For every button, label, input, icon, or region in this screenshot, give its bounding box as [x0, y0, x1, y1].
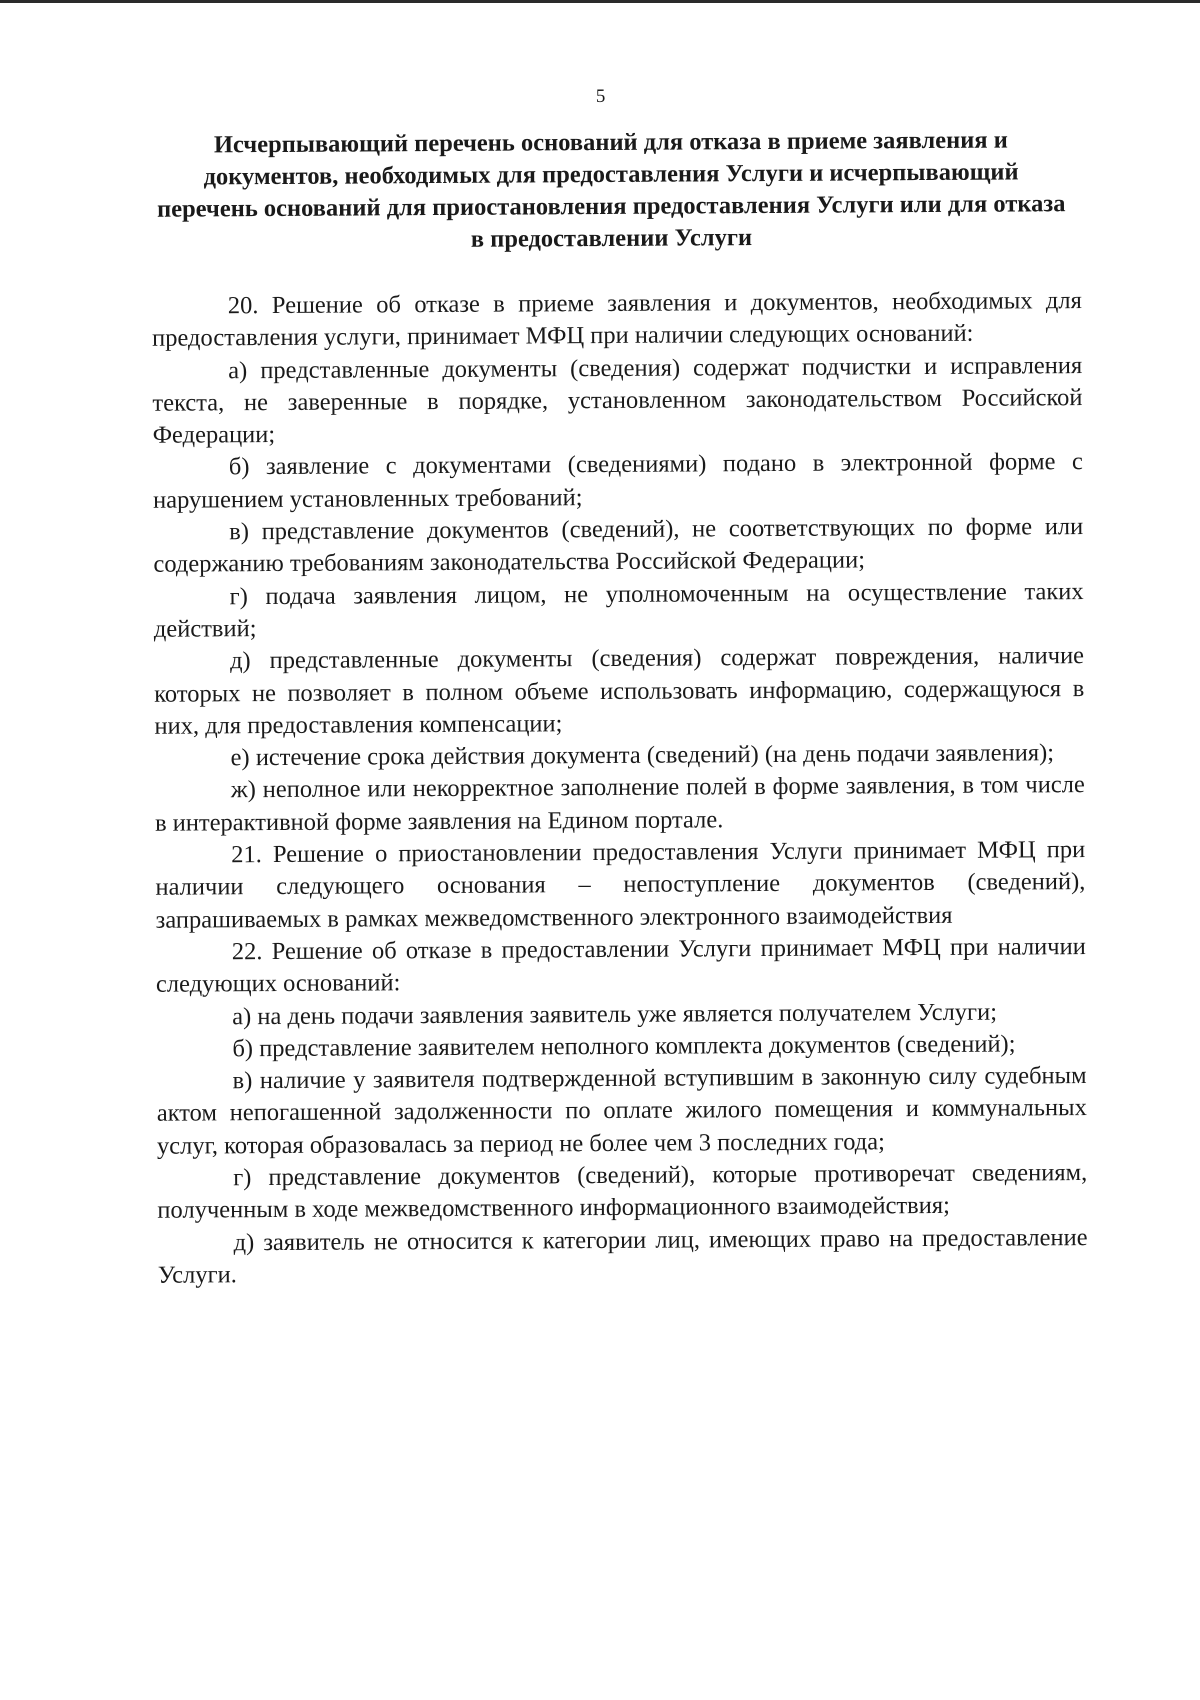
paragraph-22: 22. Решение об отказе в предоставлении Услуги принимает МФЦ при наличии следующих оснований:	[155, 932, 1086, 998]
paragraph-22-item-d: д) заявитель не относится к категории лиц, имеющих право на предоставление Услуги.	[157, 1223, 1088, 1289]
paragraph-22-item-v: в) наличие у заявителя подтвержденной вступившим в законную силу судебным актом непогашенной задолженности по оплате жилого помещения и коммунальных услуг, которая образовалась за период не более чем 3 последних года;	[156, 1062, 1087, 1160]
paragraph-20-item-e: е) истечение срока действия документа (сведений) (на день подачи заявления);	[230, 739, 1055, 772]
paragraph-20: 20. Решение об отказе в приеме заявления и документов, необходимых для предоставления услуги, принимает МФЦ при наличии следующих оснований:	[151, 287, 1082, 353]
paragraph-22-item-g: г) представление документов (сведений), которые противоречат сведениям, полученным в ходе межведомственного информационного взаимодействия;	[157, 1159, 1088, 1225]
document-body	[152, 285, 1088, 1292]
paragraph-20-item-v: в) представление документов (сведений), не соответствующих по форме или содержанию требованиям законодательства Российской Федерации;	[153, 513, 1084, 579]
paragraph-20-item-g: г) подача заявления лицом, не уполномоченным на осуществление таких действий;	[153, 577, 1084, 643]
paragraph-20-item-d: д) представленные документы (сведения) содержат повреждения, наличие которых не позволяет в полном объеме использовать информацию, содержащуюся в них, для предоставления компенсации;	[154, 642, 1085, 740]
section-heading: Исчерпывающий перечень оснований для отказа в приеме заявления и документов, необходимых для предоставления Услуги и исчерпывающий перечень оснований для приостановления предоставления Услуги или для отказа в предоставлении Услуги	[156, 126, 1066, 253]
paragraph-21: 21. Решение о приостановлении предоставления Услуги принимает МФЦ при наличии следующего основания – непоступление документов (сведений), запрашиваемых в рамках межведомственного электронного взаимодействия	[155, 836, 1086, 934]
paragraph-20-item-a: а) представленные документы (сведения) содержат подчистки и исправления текста, не заверенные в порядке, установленном законодательством Российской Федерации;	[152, 351, 1083, 449]
paragraph-20-item-b: б) заявление с документами (сведениями) подано в электронной форме с нарушением установленных требований;	[152, 448, 1083, 514]
paragraph-22-item-a: а) на день подачи заявления заявитель уже является получателем Услуги;	[232, 998, 998, 1030]
paragraph-20-item-zh: ж) неполное или некорректное заполнение полей в форме заявления, в том числе в интерактивной форме заявления на Едином портале.	[154, 771, 1085, 837]
page-number: 5	[595, 85, 606, 108]
paragraph-22-item-b: б) представление заявителем неполного комплекта документов (сведений);	[232, 1030, 1016, 1063]
